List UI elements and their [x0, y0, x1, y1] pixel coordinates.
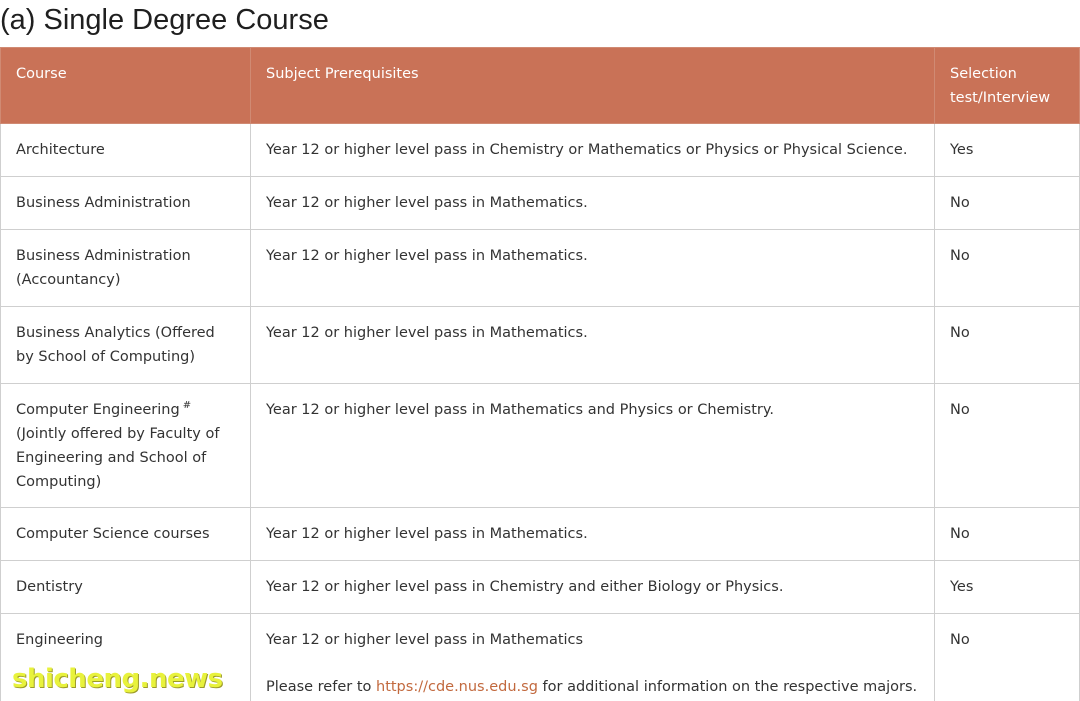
- prerequisite-cell: Year 12 or higher level pass in Mathematics.: [251, 177, 935, 230]
- prerequisite-text: Year 12 or higher level pass in Mathematics: [266, 632, 584, 648]
- selection-cell: No: [935, 384, 1080, 508]
- table-header-row: [1, 48, 1080, 124]
- footnote-mark: #: [182, 400, 192, 412]
- majors-note: [266, 675, 920, 699]
- selection-cell: Yes: [935, 561, 1080, 614]
- prerequisite-cell: Year 12 or higher level pass in Mathematics.: [251, 508, 935, 561]
- header-selection-test: Selection test/Interview: [935, 48, 1080, 124]
- selection-cell: No: [935, 177, 1080, 230]
- course-cell: Dentistry: [1, 561, 251, 614]
- prerequisite-cell: Year 12 or higher level pass in Mathematics.: [251, 307, 935, 384]
- table-row: [1, 508, 1080, 561]
- note-prefix: Please refer to: [266, 679, 376, 695]
- table-row: [1, 230, 1080, 307]
- course-cell: Computer Science courses: [1, 508, 251, 561]
- course-name: Computer Engineering: [16, 402, 180, 418]
- selection-cell: No: [935, 230, 1080, 307]
- page-title: (a) Single Degree Course: [0, 4, 329, 36]
- prerequisite-cell: Year 12 or higher level pass in Chemistry or Mathematics or Physics or Physical Science.: [251, 124, 935, 177]
- table-row: [1, 177, 1080, 230]
- header-course: Course: [1, 48, 251, 124]
- prerequisite-cell: [251, 614, 935, 701]
- prerequisite-cell: Year 12 or higher level pass in Mathematics and Physics or Chemistry.: [251, 384, 935, 508]
- selection-cell: No: [935, 508, 1080, 561]
- course-cell: Engineering: [1, 614, 251, 701]
- selection-cell: Yes: [935, 124, 1080, 177]
- course-cell: Business Administration (Accountancy): [1, 230, 251, 307]
- prerequisite-cell: Year 12 or higher level pass in Chemistry and either Biology or Physics.: [251, 561, 935, 614]
- course-cell: Business Administration: [1, 177, 251, 230]
- table-row: [1, 561, 1080, 614]
- selection-cell: No: [935, 307, 1080, 384]
- course-table: [0, 47, 1080, 701]
- selection-cell: No: [935, 614, 1080, 701]
- course-cell: Architecture: [1, 124, 251, 177]
- prerequisite-cell: Year 12 or higher level pass in Mathematics.: [251, 230, 935, 307]
- cde-link[interactable]: https://cde.nus.edu.sg: [376, 679, 538, 695]
- watermark: shicheng.news: [12, 664, 223, 694]
- table-row: [1, 384, 1080, 508]
- table-row: [1, 307, 1080, 384]
- table-row: [1, 124, 1080, 177]
- course-cell: Business Analytics (Offered by School of Computing): [1, 307, 251, 384]
- course-detail: (Jointly offered by Faculty of Engineering and School of Computing): [16, 426, 220, 490]
- header-prerequisites: Subject Prerequisites: [251, 48, 935, 124]
- course-cell: [1, 384, 251, 508]
- note-suffix: for additional information on the respective majors.: [537, 679, 918, 695]
